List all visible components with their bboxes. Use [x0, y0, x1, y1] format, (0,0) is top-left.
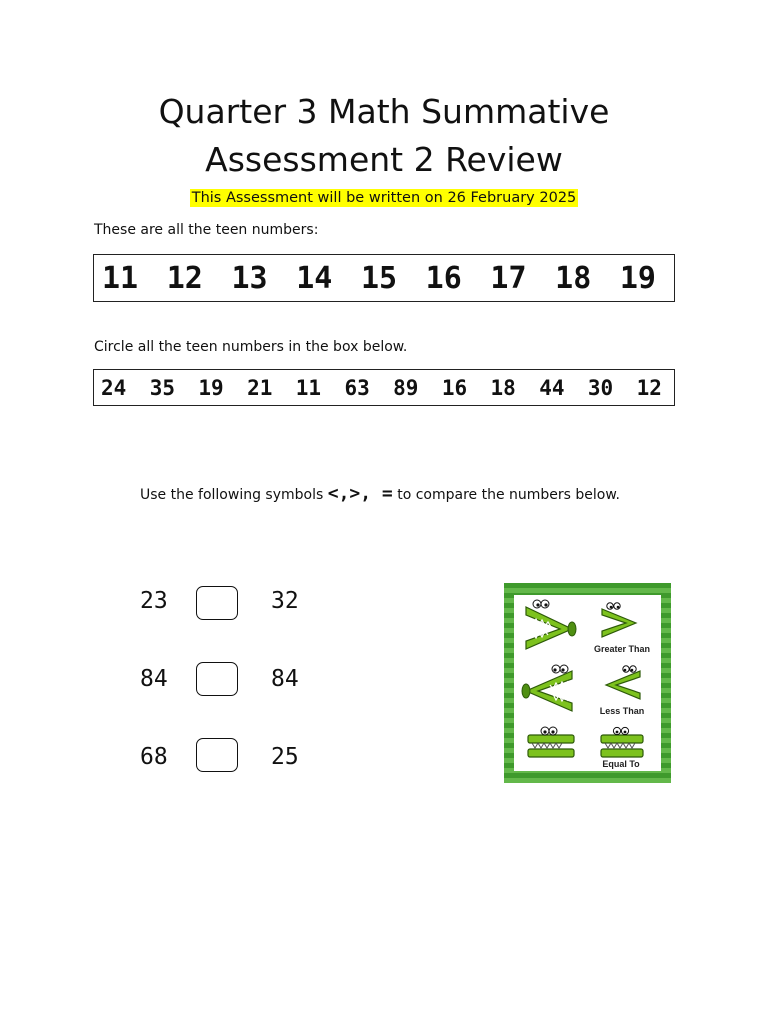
circle-numbers-box	[93, 369, 675, 406]
mixed-number[interactable]: 18	[490, 375, 516, 400]
teen-number: 13	[231, 260, 268, 296]
compare-instruction	[140, 483, 620, 504]
circle-instruction: Circle all the teen numbers in the box below.	[94, 339, 408, 355]
mixed-number[interactable]: 16	[441, 375, 468, 400]
compare-right-number: 25	[271, 744, 299, 770]
mixed-number[interactable]: 11	[295, 375, 322, 400]
teen-number: 16	[425, 260, 462, 296]
mixed-number[interactable]: 21	[247, 375, 273, 400]
teen-number: 12	[166, 260, 203, 296]
compare-instruction-start: Use the following symbols	[140, 487, 324, 503]
compare-right-number: 32	[271, 588, 299, 614]
teen-number: 11	[102, 260, 139, 296]
subtitle-row	[0, 187, 768, 206]
mixed-number[interactable]: 24	[101, 375, 127, 400]
assessment-date-note: This Assessment will be written on 26 February 2025	[191, 190, 577, 206]
mixed-number[interactable]: 19	[198, 375, 224, 400]
compare-right-number: 84	[271, 666, 299, 692]
compare-answer-box[interactable]	[196, 738, 238, 772]
mixed-number[interactable]: 44	[539, 375, 565, 400]
mixed-number[interactable]: 35	[149, 375, 175, 400]
compare-answer-box[interactable]	[196, 662, 238, 696]
teen-number: 17	[490, 260, 527, 296]
less-than-label: Less Than	[599, 706, 645, 716]
teen-number: 19	[619, 260, 656, 296]
mixed-number[interactable]: 89	[393, 375, 419, 400]
teen-number: 15	[360, 260, 398, 296]
equal-to-label: Equal To	[602, 759, 640, 769]
teen-numbers-box	[93, 254, 675, 302]
comparison-symbols: <,>, =	[327, 483, 393, 504]
compare-answer-box[interactable]	[196, 586, 238, 620]
teen-number: 14	[296, 260, 333, 296]
mixed-number[interactable]: 63	[344, 375, 370, 400]
chart-background	[514, 595, 661, 771]
crocodile-symbols-chart	[504, 583, 671, 783]
page-title-line-2: Assessment 2 Review	[205, 140, 563, 179]
compare-left-number: 23	[140, 588, 168, 614]
teen-number: 18	[555, 260, 592, 296]
mixed-number[interactable]: 12	[636, 375, 662, 400]
compare-instruction-end: to compare the numbers below.	[397, 487, 620, 503]
mixed-number[interactable]: 30	[587, 375, 614, 400]
teen-numbers-label: These are all the teen numbers:	[94, 222, 319, 238]
page-title-line-1: Quarter 3 Math Summative	[158, 92, 610, 131]
compare-left-number: 84	[140, 666, 168, 692]
compare-left-number: 68	[140, 744, 168, 770]
greater-than-label: Greater Than	[593, 644, 651, 654]
